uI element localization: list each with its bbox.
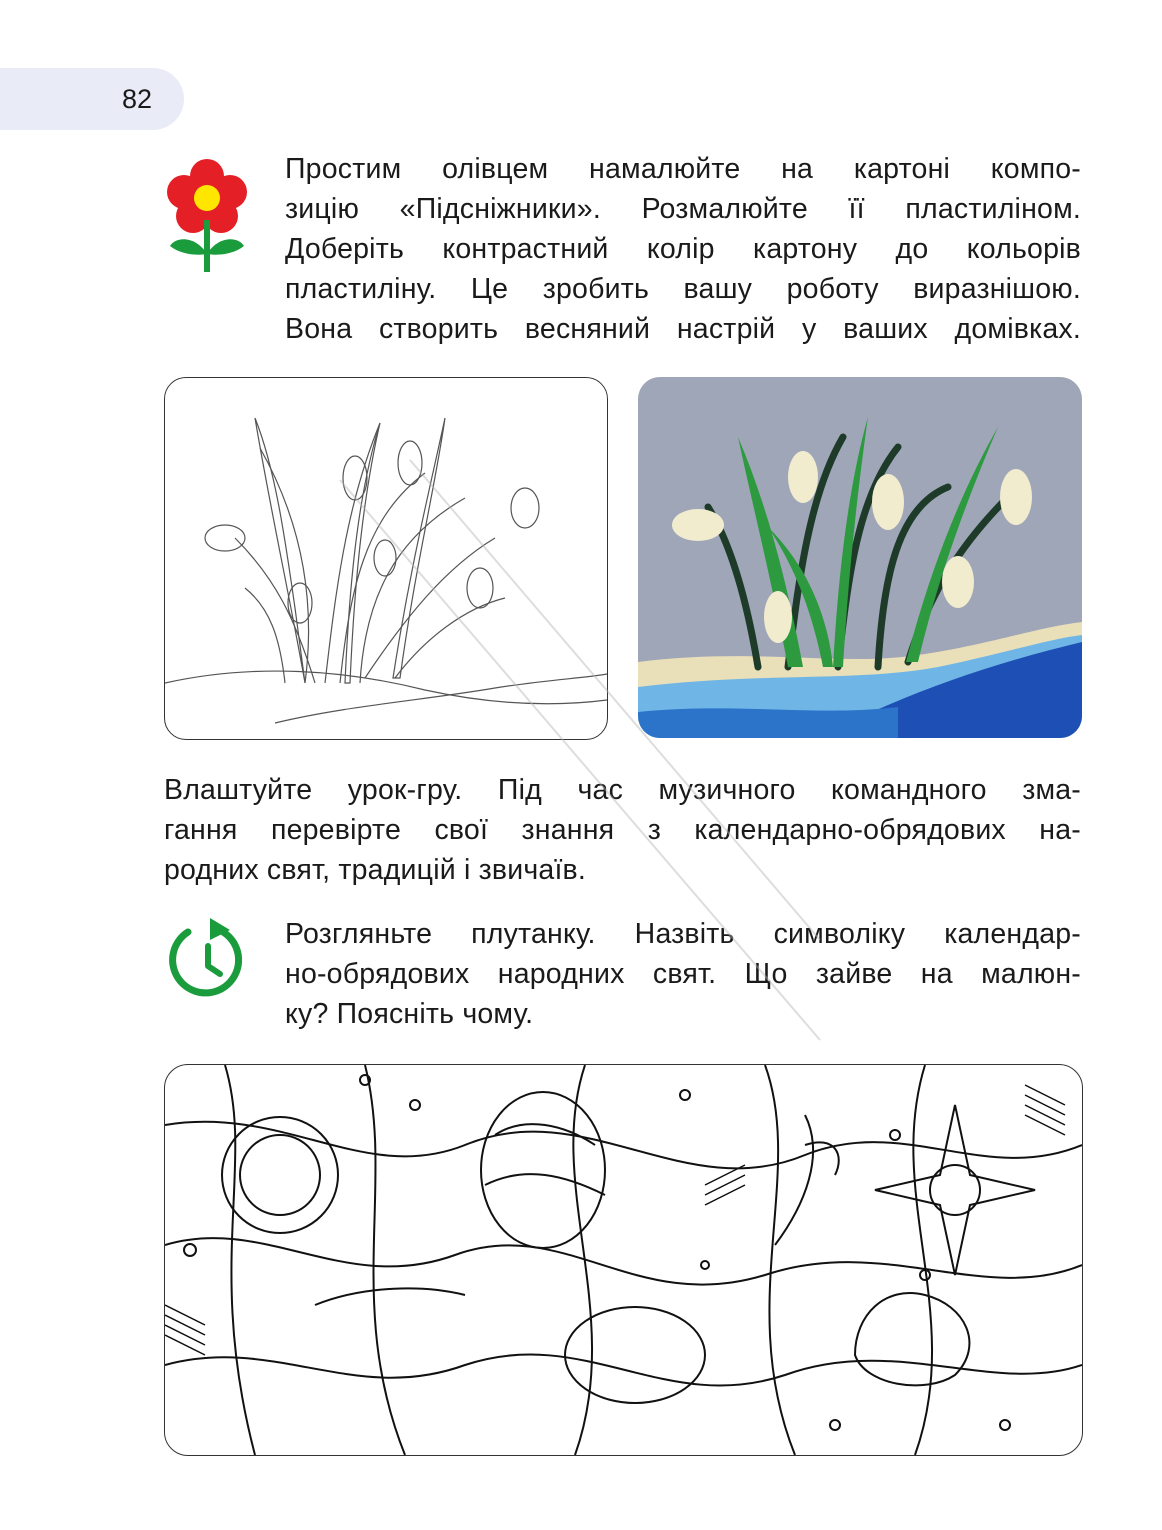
page-number-tab (0, 68, 184, 130)
task3-line-2: но-обрядових народних свят. Що зайве на малюн- (285, 958, 1081, 990)
task1-line-1: Простим олівцем намалюйте на картоні компо- (285, 153, 1081, 185)
flower-icon (166, 158, 248, 276)
task2-line-3: родних свят, традицій і звичаїв. (164, 854, 587, 886)
task1-line-4: пластиліну. Це зробить вашу роботу виразнішою. (285, 273, 1081, 305)
page-number: 82 (122, 84, 153, 114)
task3-line-1: Розгляньте плутанку. Назвіть символіку календар- (285, 918, 1081, 950)
task2-paragraph (164, 770, 1081, 890)
task2-line-1: Влаштуйте урок-гру. Під час музичного командного зма- (164, 774, 1081, 806)
task3-line-3: ку? Поясніть чому. (285, 998, 534, 1030)
task1-paragraph (285, 149, 1081, 349)
task3-paragraph (285, 914, 1081, 1034)
task1-line-2: зицію «Підсніжники». Розмалюйте її пластиліном. (285, 193, 1081, 225)
snowdrop-sketch-image (164, 377, 608, 740)
clock-icon (166, 918, 250, 1002)
snowdrop-plasticine-photo (638, 377, 1082, 738)
task1-line-5: Вона створить весняний настрій у ваших домівках. (285, 313, 1081, 345)
task2-line-2: гання перевірте свої знання з календарно-обрядових на- (164, 814, 1081, 846)
task1-line-3: Доберіть контрастний колір картону до кольорів (285, 233, 1081, 265)
tangle-coloring-image (164, 1064, 1083, 1456)
